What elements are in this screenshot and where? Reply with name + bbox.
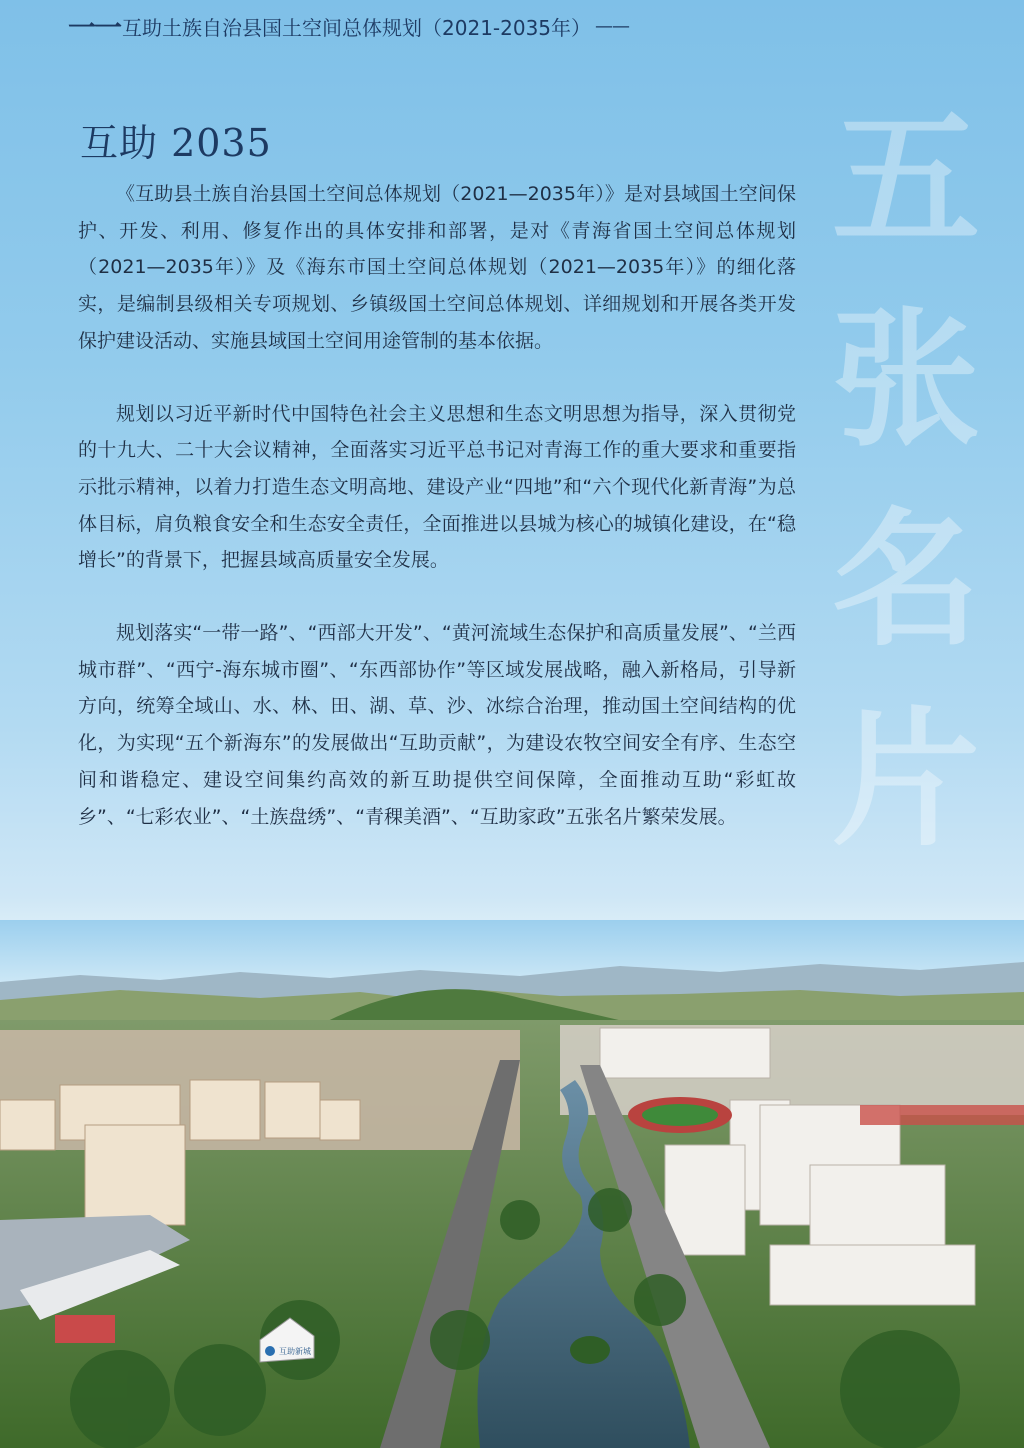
paragraph-intro: 《互助县土族自治县国土空间总体规划（2021—2035年）》是对县域国土空间保护、开发、利用、修复作出的具体安排和部署，是对《青海省国土空间总体规划（2021—2035年）》及《海东市国土空间总体规划（2021—2035年）》的细化落实，是编制县级相关专项规划、乡镇级国土空间总体规划、详细规划和开展各类开发保护建设活动、实施县域国土空间用途管制的基本依据。 xyxy=(78,183,796,352)
paragraph-guidance: 规划以习近平新时代中国特色社会主义思想和生态文明思想为指导，深入贯彻党的十九大、二十大会议精神，全面落实习近平总书记对青海工作的重大要求和重要指示批示精神，以着力打造生态文明高地、建设产业“四地”和“六个现代化新青海”为总体目标，肩负粮食安全和生态安全责任，全面推进以县城为核心的城镇化建设，在“稳增长”的背景下，把握县域高质量安全发展。 xyxy=(78,402,796,572)
watermark-char: 片 xyxy=(832,694,980,866)
watermark-char: 五 xyxy=(832,94,980,266)
body-text xyxy=(78,176,796,871)
header-dash: 一一 xyxy=(68,11,121,44)
running-header xyxy=(68,8,629,44)
watermark-five-cards xyxy=(826,80,986,880)
aerial-city-photo xyxy=(0,920,1024,1448)
paragraph-strategy: 规划落实“一带一路”、“西部大开发”、“黄河流域生态保护和高质量发展”、“兰西城市群”、“西宁-海东城市圈”、“东西部协作”等区域发展战略，融入新格局，引导新方向，统筹全域山、水、林、田、湖、草、沙、冰综合治理，推动国土空间结构的优化，为实现“五个新海东”的发展做出“互助贡献”，为建设农牧空间安全有序、生态空间和谐稳定、建设空间集约高效的新互助提供空间保障，全面推动互助“彩虹故乡”、“七彩农业”、“土族盘绣”、“青稞美酒”、“互助家政”五张名片繁荣发展。 xyxy=(78,622,796,828)
header-tail: —— xyxy=(595,15,630,37)
watermark-char: 名 xyxy=(832,494,980,666)
billboard-text: 互助新城 xyxy=(279,1347,311,1356)
watermark-char: 张 xyxy=(832,294,980,466)
header-title: 互助土族自治县国土空间总体规划（2021-2035年） xyxy=(122,15,592,40)
page-title: 互助 2035 xyxy=(80,121,272,165)
